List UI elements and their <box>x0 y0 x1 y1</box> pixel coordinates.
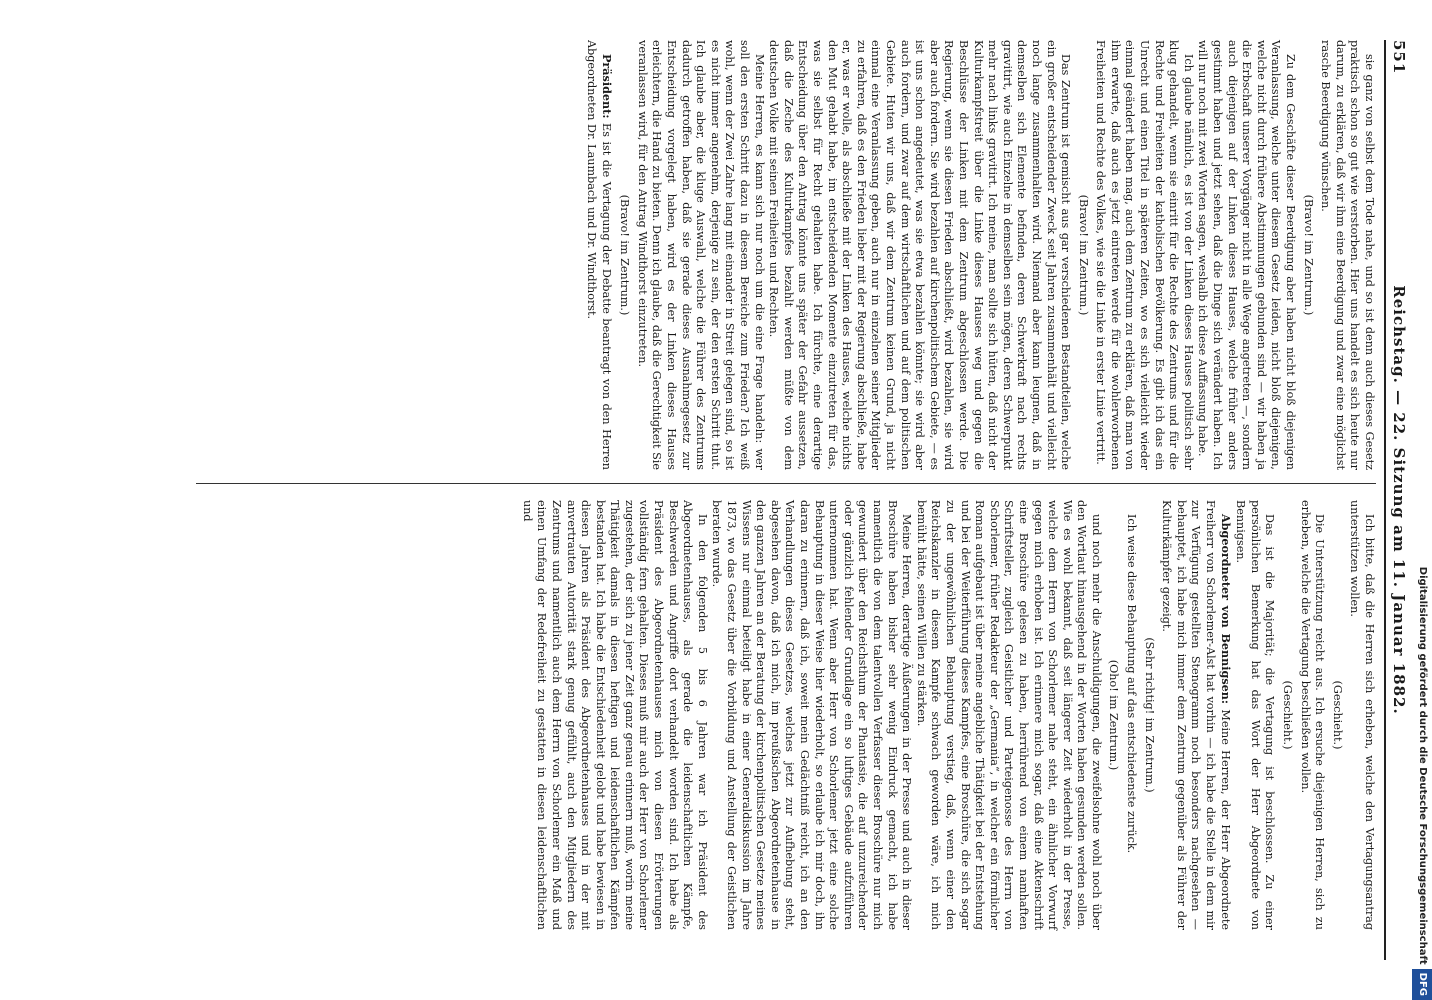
paragraph: Ich glaube nämlich, es ist von der Linken dieses Hauses politisch sehr klug gehandelt, wenn sie einritt für die Rechte des Zentrums und für die Rechte und Freiheiten der katholischen Bevölkerung. Es gibt ich das ein Unrecht und einen Titel in späteren Zeiten, wo es sich vielleicht wieder einmal geändert haben mag, auch dem Zentrum zu erklären, daß man von ihm erwarte, daß auch es jetzt eintreten werde für die wohlerworbenen Freiheiten und Rechte des Volkes, wie sie die Linke in erster Linie vertritt. <box>1094 40 1195 470</box>
reaction-note: (Sehr richtig! im Zentrum.) <box>1142 637 1156 793</box>
paragraph: In den folgenden 5 bis 6 Jahren war ich Präsident des Abgeordnetenhauses, als gerade die leidenschaftlichen Kämpfe, Beschwerden und Angriffe dort verhandelt worden sind. Ich habe als Präsident des Abgeordnetenhauses mich von diesen Erörterungen vollständig fern gehalten. Dieses muß mir auch der Herr von Schorlemer zugestehen, der sich zu jener Zeit ganz genau erinnern muß, worin meine Thätigkeit damals in diesen heftigen und leidenschaftlichen Kämpfen bestanden hat. Ich habe die Entschiedenheit gelobt und habe bewiesen in diesen Jahren als Präsident des Abgeordnetenhauses und in der mit anvertrauten Autorität stark genug gefühlt, auch den Mitgliedern des Zentrums und namentlich auch dem Herrn von Schorlemer ein Maß und einen Umfang der Redefreiheit zu gestatten in diesen leidenschaftlichen und <box>520 500 709 930</box>
running-title: Reichstag. — 22. Sitzung am 11. Januar 1882. <box>1390 285 1408 715</box>
reaction-note: (Bravo! im Zentrum.) <box>618 194 632 316</box>
page-number: 551 <box>1390 40 1408 75</box>
speaker-text: Es ist die Vertagung der Debatte beantragt von den Herren Abgeordneten Dr. Laumbach und Dr. Windthorst. <box>585 40 613 470</box>
paragraph: Die Unterstützung reicht aus. Ich ersuche diejenigen Herren, sich zu erheben, welche die Vertagung beschließen wollen. <box>1298 500 1327 930</box>
speaker-paragraph <box>1159 500 1233 930</box>
speaker-text: Meine Herren, der Herr Abgeordnete Freiherr von Schorlemer-Alst hat vorhin — ich habe die Stelle in dem mir zur Verfügung gestellten Stenogramm noch besonders nachgesehen — behauptet, ich habe mich immer dem Zentrum gegenüber als Führer der Kulturkämpfer gezeigt. <box>1160 500 1232 930</box>
speaker-label: Präsident: <box>599 54 614 119</box>
reaction-note: (Bravo! im Zentrum.) <box>1301 194 1315 316</box>
dfg-logo: DFG <box>1412 969 1432 1000</box>
speaker-label: Abgeordneter von Bennigsen: <box>1218 514 1233 705</box>
paragraph: Das Zentrum ist gemischt aus gar verschiedenen Bestandteilen, welche ein großer entscheidender Zweck seit Jahren zusammenhält und vielleicht noch lange zusammenhalten wird. Niemand aber kann leugnen, daß in demselben sich Elemente befinden, deren Schwerkraft nach rechts gravitirt, wie auch Einzelne in demselben sein mögen, deren Schwerpunkt mehr nach links gravitirt. Ich meine, man sollte sich hüten, daß nicht der Kulturkampfstreit über die Linke dieses Hauses weg und gegen die Beschlüsse der Linken mit dem Zentrum abgeschlossen werde. Die Regierung, wenn sie diesen Frieden abschließt, wird bezahlen, sie wird aber auch fordern. Sie wird bezahlen auf kirchenpolitischem Gebiete, — es ist uns schon angedeutet, was sie etwa bezahlen könnte; sie wird aber auch fordern, und zwar auf dem wirtschaftlichen und auf dem politischen Gebiete. Huten wir uns, daß wir dem Zentrum keinen Grund, ja nicht einmal eine Veranlassung geben, auch nur in einzelnen seiner Mitglieder zu erfahren, daß es den Frieden lieber mit der Regierung abschließe, habe er, was er wolle, als abschließe mit der Linken des Hauses, welche nichts den Mut gehabt habe, im entscheidenden Momente einzutreten für das, was sie selbst für Recht gehalten habe. Ich fürchte, eine derartige Entscheidung über den Antrag könnte uns später der Gefahr aussetzen, daß die Zeche des Kulturkampfes bezahlt werden müßte von dem deutschen Volke mit seinen Freiheiten und Rechten. <box>767 40 1073 470</box>
column-divider <box>196 483 1376 484</box>
reaction-note: (Oho! im Zentrum.) <box>1107 659 1121 771</box>
paragraph: Zu dem Geschäfte dieser Beerdigung aber haben nicht bloß diejenigen Veranlassung, welche unter diesem Gesetz leiden, nicht bloß diejenigen, welche nicht durch frühere Abstimmungen gebunden sind — wir haben ja die Erbschaft unserer Vorgänger nicht in alle Wege angetreten —, sondern auch diejenigen auf der Linken dieses Hauses, welche früher anders gestimmt haben und jetzt sehen, daß die Dinge sich verändert haben. Ich will nur noch mit zwei Worten sagen, weshalb ich diese Auffassung habe. <box>1196 40 1298 470</box>
paragraph: und noch mehr die Anschuldigungen, die zweifelsohne wohl noch über den Wortlaut hinausgehend in der Worten haben gesunden werden sollen. Wie es wohl bekannt, daß seit längerer Zeit wiederholt in der Presse, welche dem Herrn von Schorlemer nahe steht, ein ähnlicher Vorwurf gegen mich erhoben ist. Ich erinnere mich sogar, daß eine Aktenschrift eine Broschüre gelesen zu haben, herrührend von einem namhaften Schriftsteller, zugleich Geistlicher und Parteigenosse des Herrn von Schorlemer, früher Redakteur der „Germania“, in welcher ein förmlicher Roman aufgebaut ist über meine angebliche Thätigkeit bei der Entstehung und bei der Weiterführung dieses Kampfes, eine Broschüre, die sich sogar zu der ungewöhnlichen Behauptung verstieg, daß, wenn einer den Reichskanzler in diesem Kampfe schwach geworden wäre, ich mich bemüht hätte, seinen Willen zu stärken. <box>914 500 1103 930</box>
president-paragraph <box>584 40 614 470</box>
paragraph: Ich weise diese Behauptung auf das entschiedenste zurück. <box>1125 514 1139 854</box>
paragraph: Ich bitte, daß die Herren sich erheben, welche den Vertagungsantrag unterstützen wollen. <box>1348 500 1376 930</box>
paragraph: Meine Herren, derartige Äußerungen in der Presse und auch in dieser Broschüre haben bisher sehr wenig Eindruck gemacht, ich habe namentlich die von dem talentvollen Verfasser dieser Broschüre nur mich gewundert über den Reichsthum der Phantasie, die auf unzureichender oder gänzlich fehlender Grundlage ein so luftiges Gebäude aufzuführen unternommen hat. Wenn aber Herr von Schorlemer jetzt eine solche Behauptung in dieser Weise hier wiederholt, so erlaube ich mir doch, ihn daran zu erinnern, daß ich, soweit mein Gedächtniß reicht, ich an den Verhandlungen dieses Gesetzes, welches jetzt zur Aufhebung steht, abgesehen davon, daß ich mich, im preußischen Abgeordnetenhause in den ganzen Jahren an der Beratung der kirchenpolitischen Gesetze meines Wissens nur einmal beteiligt habe in einer Generaldiskussion im Jahre 1873, wo das Gesetz über die Vorbildung und Anstellung der Geistlichen beraten wurde. <box>710 500 914 930</box>
attribution-text: Digitalisierung gefördert durch die Deutsche Forschungsgemeinschaft <box>1417 566 1428 965</box>
reaction-note: (Geschieht.) <box>1330 680 1344 750</box>
paragraph: Meine Herren, es kann sich nur noch um die eine Frage handeln: wer soll den ersten Schritt dazu in diesem Bereiche zum Frieden? Ich weiß wohl, wenn der Zwei Zahre lang mit einander in Streit gelegen sind, so ist es nicht immer angenehm, derjenige zu sein, der den ersten Schritt thut. Ich glaube aber, die kluge Auswahl, welche die Führer des Zentrums dadurch getroffen haben, daß sie gerade dieses Ausnahmegesetz zur Entscheidung vorgelegt haben, wird es der Linken dieses Hauses erleichtern, die Hand zu bieten. Denn ich glaube, daß die Gerechtigkeit Sie veranlassen wird, für den Antrag Windthorst einzutreten. <box>635 40 766 470</box>
paragraph: sie ganz von selbst dem Tode nahe, und so ist denn auch dieses Gesetz praktisch schon so gut wie verstorben. Hier uns handelt es sich heute nur darum, zu erklären, daß wir ihm eine Beerdigung und zwar eine möglichst rasche Beerdigung wünschen. <box>1319 40 1376 470</box>
left-column <box>584 40 1376 470</box>
reaction-note: (Geschieht.) <box>1281 680 1295 750</box>
attribution-strip <box>1412 0 1432 1000</box>
right-column <box>519 500 1376 930</box>
reaction-note: (Bravo! im Zentrum.) <box>1076 194 1090 316</box>
paragraph: Das ist die Majorität; die Vertagung ist beschlossen. Zu einer persönlichen Bemerkung hat das Wort der Herr Abgeordnete von Bennigsen. <box>1234 500 1277 930</box>
